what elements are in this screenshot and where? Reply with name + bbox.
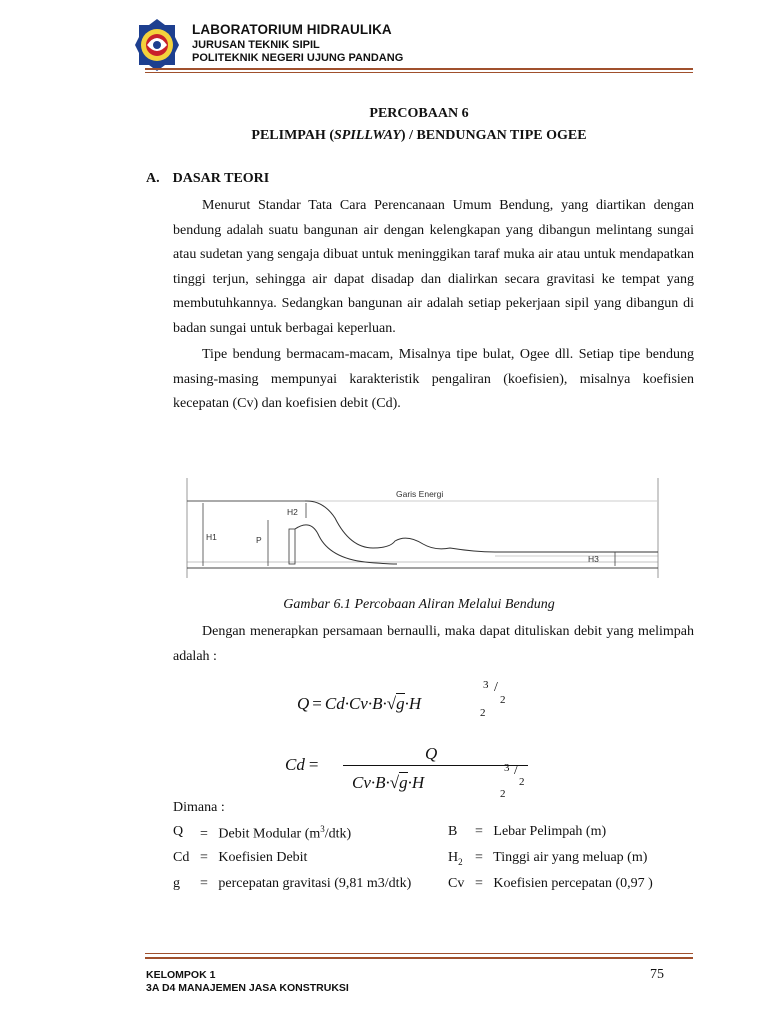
var-row: Cv [448, 876, 465, 891]
cd-equation-lhs: Cd = [285, 755, 319, 774]
nappe-lower-surface [295, 525, 397, 564]
class-name: 3A D4 MANAJEMEN JASA KONSTRUKSI [146, 982, 349, 994]
var-desc: = Lebar Pelimpah (m) [475, 824, 607, 839]
var-row: Q [173, 824, 184, 839]
header-rule [145, 68, 693, 70]
paragraph-3: Dengan menerapkan persamaan bernaulli, maka dapat dituliskan debit yang melimpah adalah : [173, 624, 694, 664]
fraction-bar [343, 765, 528, 766]
paragraph-1: Menurut Standar Tata Cara Perencanaan Umum Bendung, yang diartikan dengan bendung adalah suatu bangunan air dengan kelengkapan yang dibangun melintang sungai atau sudetan yang sengaja dibuat untuk meninggikan taraf muka air atau untuk mendapatkan tinggi terjun, sehingga air dapat disadap dan dialirkan secara gravitasi ke tempat yang membutuhkannya. Sedangkan bangunan air adalah setiap pekerjaan sipil yang dibangun di badan sungai untuk berbagai keperluan. [173, 198, 694, 336]
dimana-label: Dimana : [173, 800, 225, 815]
experiment-number: PERCOBAAN 6 [369, 106, 469, 121]
figure-caption: Gambar 6.1 Percobaan Aliran Melalui Bendung [283, 597, 555, 612]
weir-flow-diagram [185, 478, 660, 578]
var-row: B [448, 824, 458, 839]
group-name: KELOMPOK 1 [146, 969, 216, 981]
p-label: P [256, 535, 262, 545]
polytechnic-emblem-icon [135, 17, 179, 73]
var-desc: = percepatan gravitasi (9,81 m3/dtk) [200, 876, 412, 891]
lab-title: LABORATORIUM HIDRAULIKA [192, 22, 392, 37]
var-desc: = Koefisien Debit [200, 850, 308, 865]
cd-equation-numerator: Q [425, 744, 438, 763]
footer-rule [145, 957, 693, 959]
var-desc: = Koefisien percepatan (0,97 ) [475, 876, 653, 891]
h2-label: H2 [287, 507, 298, 517]
paragraph-2: Tipe bendung bermacam-macam, Misalnya tipe bulat, Ogee dll. Setiap tipe bendung masing-masing mempunyai karakteristik pengaliran (koefisien), misalnya koefisien kecepatan (Cv) dan koefisien debit (Cd). [173, 347, 694, 411]
var-row: $H_2$ [448, 850, 463, 867]
var-desc: = Debit Modular $(m^3/dtk)$ [200, 824, 352, 842]
nappe-upper-surface [305, 501, 658, 552]
var-row: Cd [173, 850, 190, 865]
experiment-title: PELIMPAH (SPILLWAY) / BENDUNGAN TIPE OGEE [251, 128, 587, 143]
cd-equation-denominator: Cv·B·√g·H 3 / 2 2 [352, 762, 525, 800]
header-rule-thin [145, 72, 693, 73]
var-desc: = Tinggi air yang meluap (m) [475, 850, 648, 865]
page-number: 75 [650, 967, 664, 982]
var-row: g [173, 876, 180, 891]
weir-crest [289, 529, 295, 564]
discharge-equation: Q = Cd·Cv·B·√g·H 3 / 2 2 [297, 679, 506, 719]
school-name: POLITEKNIK NEGERI UJUNG PANDANG [192, 52, 404, 64]
section-heading: A. DASAR TEORI [146, 171, 270, 186]
department-name: JURUSAN TEKNIK SIPIL [192, 39, 320, 51]
footer-rule-thin [145, 953, 693, 954]
h3-label: H3 [588, 554, 599, 564]
h1-label: H1 [206, 532, 217, 542]
energy-line-label: Garis Energi [396, 489, 444, 499]
